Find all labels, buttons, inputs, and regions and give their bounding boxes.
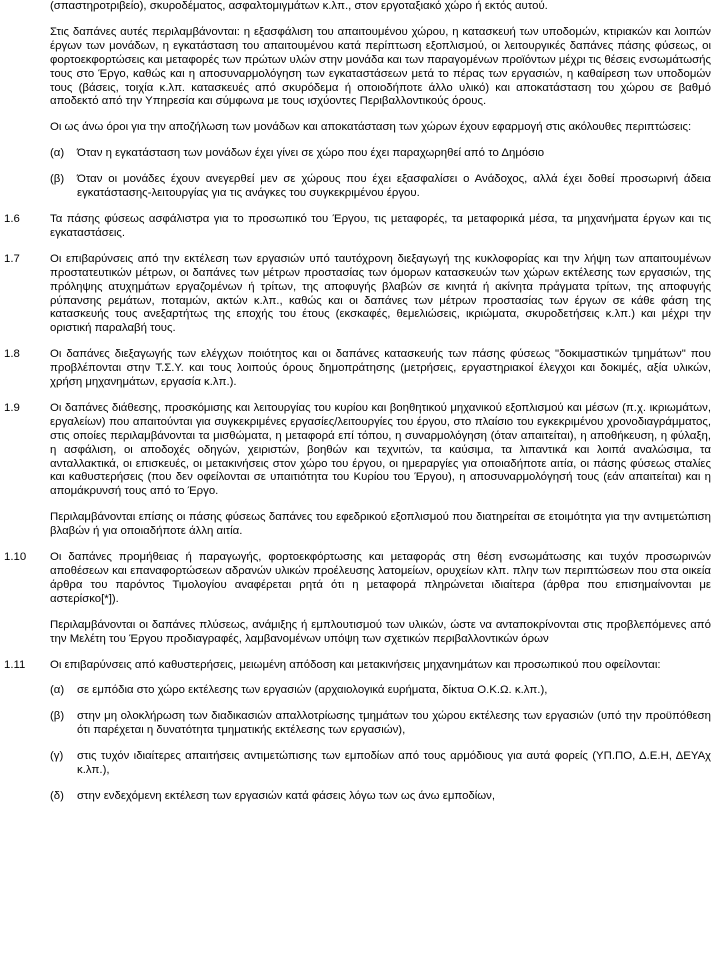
clause-1-7 xyxy=(0,253,718,336)
clause-text: Οι δαπάνες διεξαγωγής των ελέγχων ποιότητος και οι δαπάνες κατασκευής των πάσης φύσεως "δοκιμαστικών τμημάτων" που προβλέπονται στην Τ.Σ.Υ. και τους λοιπούς όρους δημοπράτησης (μετρήσεις, εργαστηριακοί έλεγχοι και δοκιμές, αξία υλικών, χρήση μηχανημάτων, εργασία κ.λπ.). xyxy=(50,348,711,389)
paragraph: (σπαστηροτριβείο), σκυροδέματος, ασφαλτομιγμάτων κ.λπ., στον εργοταξιακό χώρο ή εκτός αυτού. xyxy=(50,0,548,12)
sub-item xyxy=(50,684,711,698)
clause-text: Οι επιβαρύνσεις από καθυστερήσεις, μειωμένη απόδοση και μετακινήσεις μηχανημάτων και προσωπικού που οφείλονται: xyxy=(50,658,661,671)
sub-item xyxy=(50,173,711,201)
sub-item-text: στην μη ολοκλήρωση των διαδικασιών απαλλοτρίωσης τμημάτων του χώρου εκτέλεσης των εργασιών (υπό την προϋπόθεση ότι παρέχεται η δυνατότητα τμηματικής εκτέλεσης των εργασιών), xyxy=(77,710,711,737)
clause-1-10 xyxy=(0,551,718,658)
sub-item-label: (α) xyxy=(50,684,65,697)
sub-item-text: στην ενδεχόμενη εκτέλεση των εργασιών κατά φάσεις λόγω των ως άνω εμποδίων, xyxy=(77,789,496,802)
sub-item-text: Όταν η εγκατάσταση των μονάδων έχει γίνει σε χώρο που έχει παραχωρηθεί από το Δημόσιο xyxy=(77,147,545,160)
sub-item-label: (β) xyxy=(50,710,65,723)
clause-number: 1.9 xyxy=(4,401,20,414)
clause-1-11 xyxy=(0,659,718,816)
clause-number: 1.10 xyxy=(4,551,27,564)
sub-item-text: στις τυχόν ιδιαίτερες απαιτήσεις αντιμετώπισης των εμποδίων από τους αρμόδιους για αυτά φορείς (ΥΠ.ΠΟ, Δ.Ε.Η, ΔΕΥΑχ κ.λπ.), xyxy=(77,750,711,777)
clause-number: 1.6 xyxy=(4,212,20,225)
clause-text: Τα πάσης φύσεως ασφάλιστρα για το προσωπικό του Έργου, τις μεταφορές, τα μεταφορικά μέσα, τα μηχανήματα έργων και τις εγκαταστάσεις. xyxy=(50,212,711,239)
clause-1-9 xyxy=(0,402,718,551)
sub-item-text: Όταν οι μονάδες έχουν ανεγερθεί μεν σε χώρους που έχει εξασφαλίσει ο Ανάδοχος, αλλά έχει δοθεί προσωρινή άδεια εγκατάστασης-λειτουργίας για τις ανάγκες του συγκεκριμένου έργου. xyxy=(77,173,711,200)
clause-text: Περιλαμβάνονται επίσης οι πάσης φύσεως δαπάνες του εφεδρικού εξοπλισμού που διατηρείται σε ετοιμότητα για την αντιμετώπιση βλαβών ή για οποιαδήποτε άλλη αιτία. xyxy=(50,511,711,538)
paragraph: Οι ως άνω όροι για την αποζήλωση των μονάδων και αποκατάσταση των χώρων έχουν εφαρμογή στις ακόλουθες περιπτώσεις: xyxy=(50,121,692,134)
clause-text: Οι δαπάνες προμήθειας ή παραγωγής, φορτοεκφόρτωσης και μεταφοράς στη θέση ενσωμάτωσης και τυχόν προσωρινών αποθέσεων και επαναφορτώσεων αδρανών υλικών προέλευσης λατομείων, ορυχείων κλπ. πλην των περιπτώσεων που στα οικεία άρθρα του παρόντος Τιμολογίου αναφέρεται ρητά ότι η μεταφορά πληρώνεται ιδιαίτερα (άρθρα που επισημαίνονται με αστερίσκο[*]). xyxy=(50,551,711,605)
sub-item xyxy=(50,710,711,738)
clause-number: 1.8 xyxy=(4,348,20,361)
clause-text: Οι επιβαρύνσεις από την εκτέλεση των εργασιών υπό ταυτόχρονη διεξαγωγή της κυκλοφορίας και την λήψη των απαιτουμένων προστατευτικών μέτρων, οι δαπάνες των μέτρων προστασίας των όμορων κατασκευών των χώρων εκτέλεσης των εργασιών, της πρόληψης ατυχημάτων εργαζομένων ή τρίτων, της αποφυγής βλαβών σε κινητά ή ακίνητα πράγματα τρίτων, της αποφυγής ρύπανσης ρεμάτων, ποταμών, ακτών κ.λπ., καθώς και οι δαπάνες των μέτρων προστασίας των έργων σε κάθε φάση της κατασκευής τους ανεξαρτήτως της εποχής του έτους (εκσκαφές, θεμελιώσεις, ικριώματα, σκυροδετήσεις κ.λπ.) και μέχρι την οριστική παραλαβή τους. xyxy=(50,252,711,335)
clause-number: 1.7 xyxy=(4,252,20,265)
clause-text: Οι δαπάνες διάθεσης, προσκόμισης και λειτουργίας του κυρίου και βοηθητικού μηχανικού εξοπλισμού και μέσων (π.χ. ικριωμάτων, εργαλείων) που απαιτούνται για συγκεκριμένες εργασίες/λειτουργίες του έργου, στο πλαίσιο του εγκεκριμένου χρονοδιαγράμματος, στις οποίες περιλαμβάνονται τα μισθώματα, η μεταφορά επί τόπου, η συναρμολόγηση (όταν απαιτείται), η αποθήκευση, η φύλαξη, η ασφάλιση, οι αποδοχές οδηγών, χειριστών, βοηθών και τεχνιτών, τα καύσιμα, τα λιπαντικά και λοιπά αναλώσιμα, τα ανταλλακτικά, οι επισκευές, οι μετακινήσεις στον χώρο του έργου, οι ημεραργίες για οποιαδήποτε αιτία, οι πάσης φύσεως σταλίες και καθυστερήσεις (που δεν οφείλονται σε υπαιτιότητα του Κυρίου του Έργου), η αποσυναρμολόγησή τους (εάν απαιτείται) και η απομάκρυνσή τους από το Έργο. xyxy=(50,401,711,498)
clause-text: Περιλαμβάνονται οι δαπάνες πλύσεως, ανάμιξης ή εμπλουτισμού των υλικών, ώστε να ανταποκρίνονται στις προβλεπόμενες από την Μελέτη του Έργου προδιαγραφές, λαμβανομένων υπόψη των σχετικών περιβαλλοντικών όρων xyxy=(50,618,711,645)
sub-item-label: (α) xyxy=(50,147,65,160)
clause-1-8 xyxy=(0,348,718,390)
sub-item xyxy=(50,147,711,161)
sub-item-label: (β) xyxy=(50,173,65,186)
sub-item-label: (δ) xyxy=(50,789,64,802)
intro-section xyxy=(0,0,718,213)
paragraph: Στις δαπάνες αυτές περιλαμβάνονται: η εξασφάλιση του απαιτουμένου χώρου, η κατασκευή των υποδομών, κτιριακών και λοιπών έργων των μονάδων, η εγκατάσταση του απαιτουμένου κατά περίπτωση εξοπλισμού, οι λειτουργικές δαπάνες πάσης φύσεως, οι φορτοεκφορτώσεις και μεταφορές των πρώτων υλών στην μονάδα και των παραγομένων προϊόντων μέχρι τις θέσεις ενσωμάτωσής τους στο Έργο, καθώς και η αποσυναρμολόγηση των εγκαταστάσεων μετά το πέρας των εργασιών, η καθαίρεση των υποδομών τους (βάσεις, τοιχία κ.λπ. κατασκευές από σκυρόδεμα ή οποιοδήποτε άλλο υλικό) και αποκατάσταση του χώρου σε βαθμό αποδεκτό από την Υπηρεσία και σύμφωνα με τους ισχύοντες Περιβαλλοντικούς όρους. xyxy=(50,25,711,108)
sub-item-text: σε εμπόδια στο χώρο εκτέλεσης των εργασιών (αρχαιολογικά ευρήματα, δίκτυα Ο.Κ.Ω. κ.λπ.), xyxy=(77,684,548,697)
clause-1-6 xyxy=(0,213,718,241)
clause-number: 1.11 xyxy=(4,658,26,671)
sub-item-label: (γ) xyxy=(50,750,64,763)
sub-item xyxy=(50,790,711,804)
sub-item xyxy=(50,750,711,778)
